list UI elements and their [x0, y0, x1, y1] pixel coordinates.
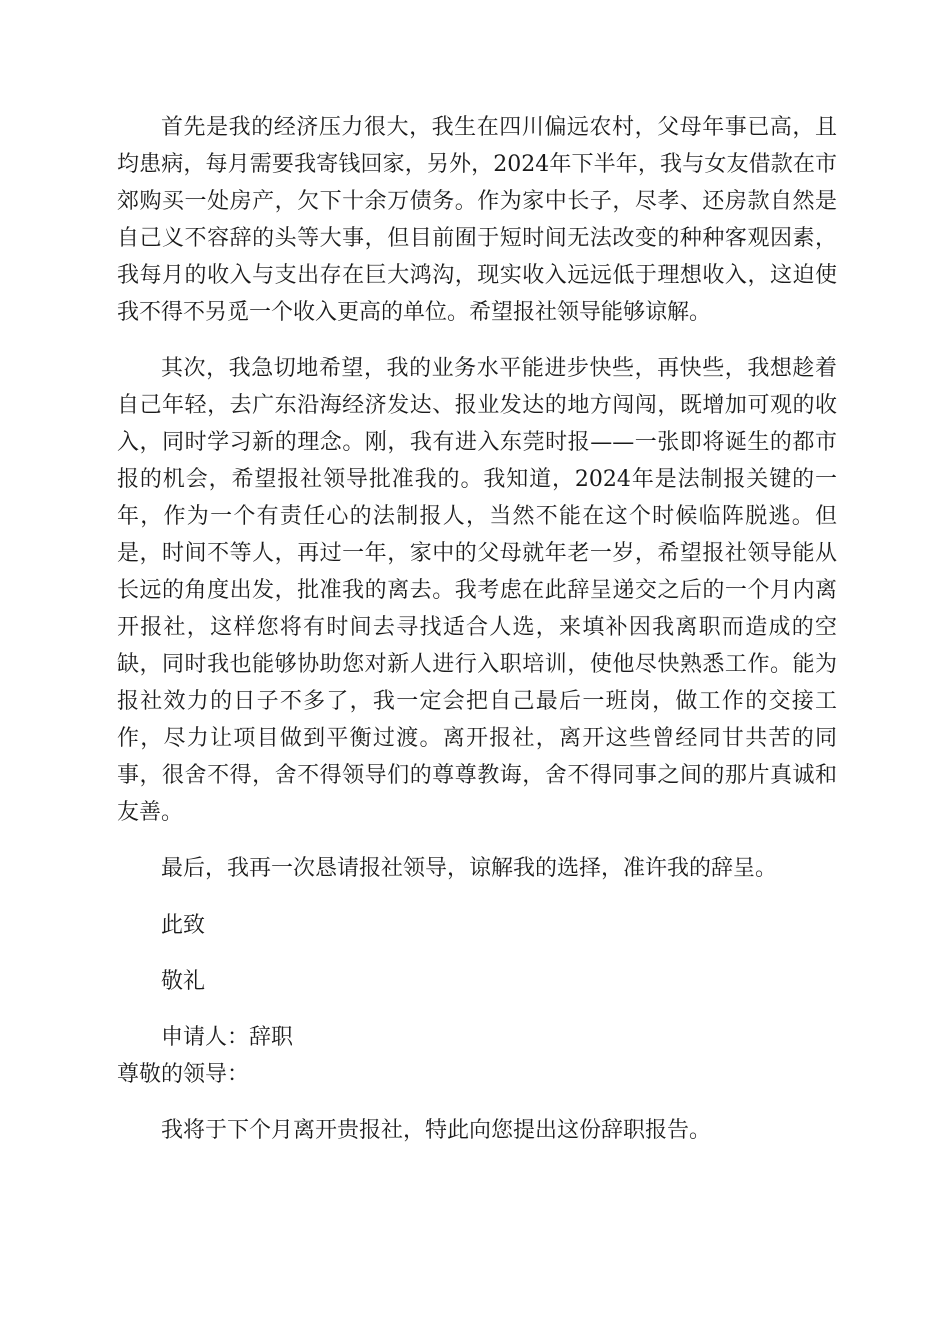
paragraph-financial-pressure: 首先是我的经济压力很大，我生在四川偏远农村，父母年事已高，且均患病，每月需要我寄钱回家，另外，2024年下半年，我与女友借款在市郊购买一处房产，欠下十余万债务。作为家中长子，尽孝、还房款自然是自己义不容辞的头等大事，但目前囿于短时间无法改变的种种客观因素，我每月的收入与支出存在巨大鸿沟，现实收入远远低于理想收入，这迫使我不得不另觅一个收入更高的单位。希望报社领导能够谅解。 — [117, 115, 837, 325]
closing-ci-zhi: 此致 — [161, 913, 206, 938]
paragraph-final-request: 最后，我再一次恳请报社领导，谅解我的选择，准许我的辞呈。 — [161, 856, 778, 881]
letter-body — [117, 109, 837, 1149]
paragraph-career-growth: 其次，我急切地希望，我的业务水平能进步快些，再快些，我想趁着自己年轻，去广东沿海经济发达、报业发达的地方闯闯，既增加可观的收入，同时学习新的理念。刚，我有进入东莞时报——一张即将诞生的都市报的机会，希望报社领导批准我的。我知道，2024年是法制报关键的一年，作为一个有责任心的法制报人，当然不能在这个时候临阵脱逃。但是，时间不等人，再过一年，家中的父母就年老一岁，希望报社领导能从长远的角度出发，批准我的离去。我考虑在此辞呈递交之后的一个月内离开报社，这样您将有时间去寻找适合人选，来填补因我离职而造成的空缺，同时我也能够协助您对新人进行入职培训，使他尽快熟悉工作。能为报社效力的日子不多了，我一定会把自己最后一班岗，做工作的交接工作，尽力让项目做到平衡过渡。离开报社，离开这些曾经同甘共苦的同事，很舍不得，舍不得领导们的尊尊教诲，舍不得同事之间的那片真诚和友善。 — [117, 356, 837, 825]
closing-jing-li: 敬礼 — [161, 969, 206, 994]
signature-line: 申请人：辞职 — [161, 1025, 294, 1050]
salutation: 尊敬的领导： — [117, 1062, 250, 1087]
opening-line: 我将于下个月离开贵报社，特此向您提出这份辞职报告。 — [161, 1118, 712, 1143]
